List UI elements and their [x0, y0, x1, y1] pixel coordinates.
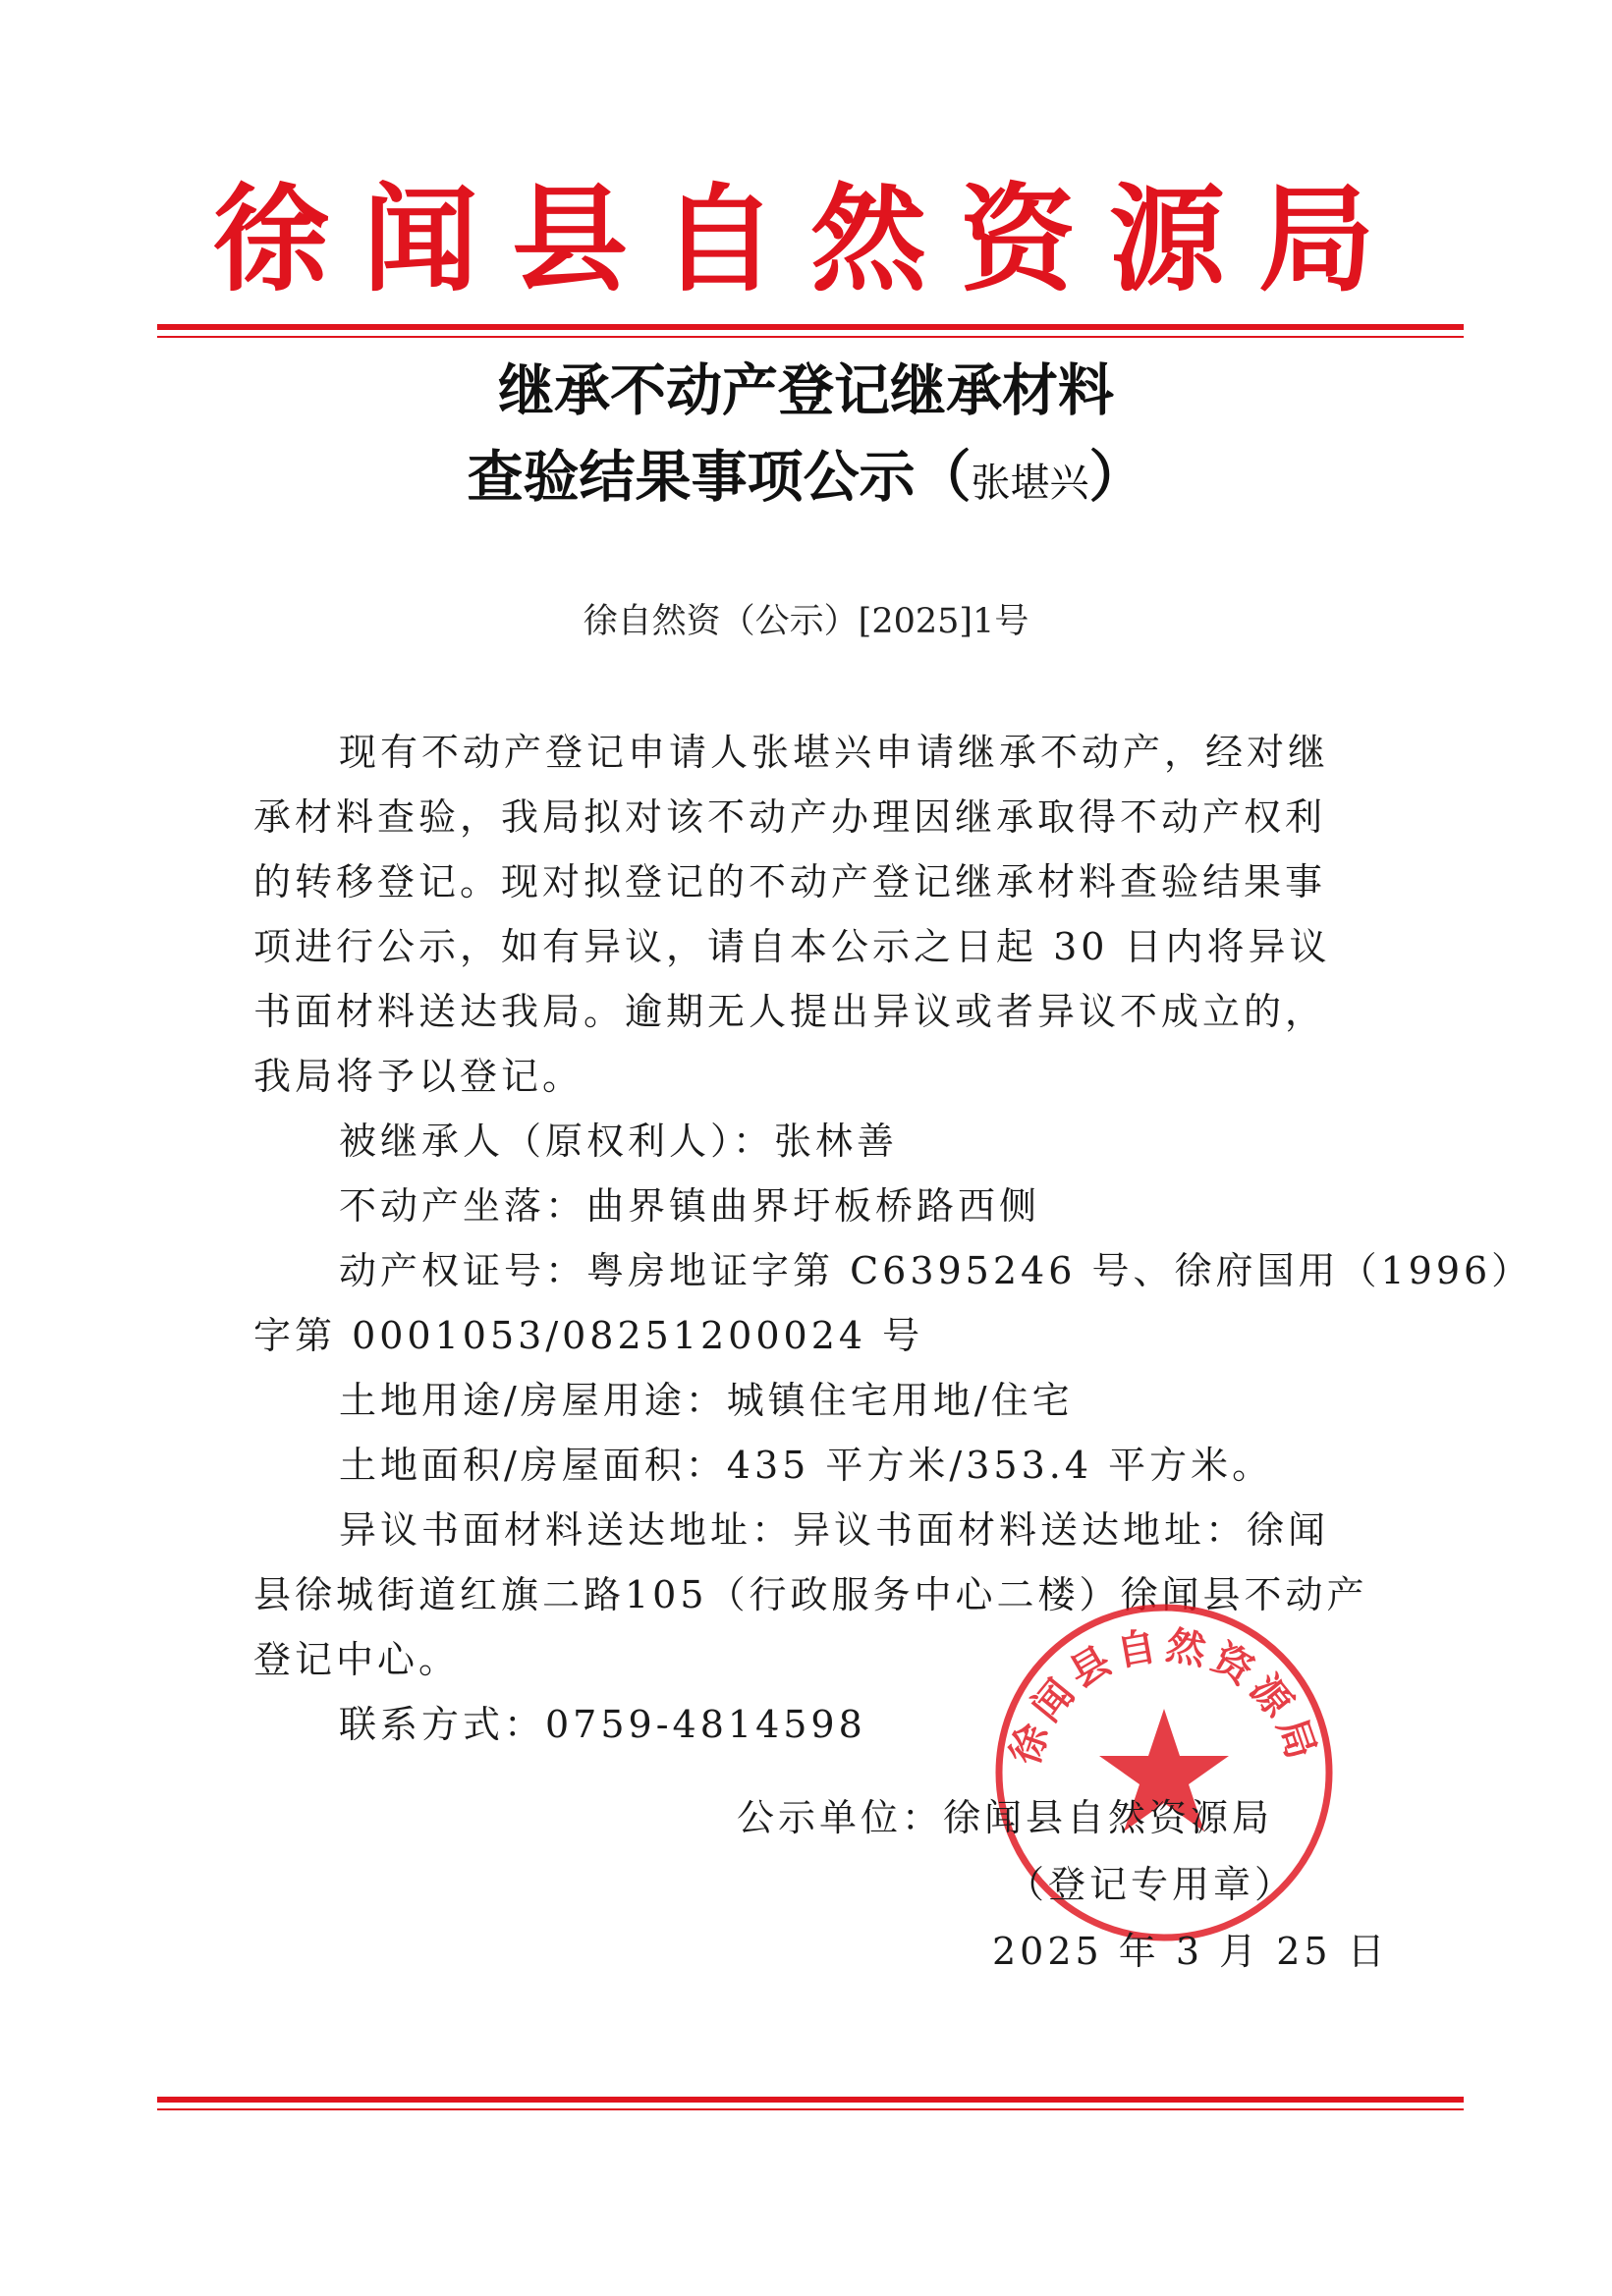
seal-text: 徐闻县自然资源局	[1001, 1621, 1327, 1771]
document-number: 徐自然资（公示）[2025]1号	[583, 602, 1029, 641]
letterhead-rule-thin	[157, 336, 1464, 338]
heir-from-line: 被继承人（原权利人）：张林善	[339, 1120, 899, 1163]
address-line-1: 异议书面材料送达地址：异议书面材料送达地址：徐闻	[339, 1508, 1330, 1552]
footer-rule-thick	[157, 2097, 1464, 2103]
paragraph-line: 书面材料送达我局。逾期无人提出异议或者异议不成立的，	[253, 990, 1327, 1033]
paragraph-line: 的转移登记。现对拟登记的不动产登记继承材料查验结果事	[253, 860, 1327, 903]
address-line-2: 县徐城街道红旗二路105（行政服务中心二楼）徐闻县不动产	[253, 1573, 1368, 1616]
address-line-3: 登记中心。	[253, 1638, 461, 1681]
area-line: 土地面积/房屋面积：435 平方米/353.4 平方米。	[339, 1444, 1274, 1487]
title-applicant-name: 张堪兴	[971, 461, 1089, 506]
paragraph-line: 现有不动产登记申请人张堪兴申请继承不动产，经对继	[339, 731, 1330, 774]
certificate-line-1: 动产权证号：粤房地证字第 C6395246 号、徐府国用（1996）	[339, 1249, 1533, 1292]
letterhead-rule-thick	[157, 324, 1464, 330]
notice-title-line2	[0, 445, 1612, 510]
title-main: 查验结果事项公示（	[467, 445, 972, 510]
signature-unit: 公示单位：徐闻县自然资源局	[737, 1796, 1274, 1839]
letterhead-title: 徐闻县自然资源局	[212, 171, 1408, 307]
paragraph-line: 项进行公示，如有异议，请自本公示之日起 30 日内将异议	[253, 925, 1331, 968]
usage-line: 土地用途/房屋用途：城镇住宅用地/住宅	[339, 1379, 1074, 1422]
signature-date: 2025 年 3 月 25 日	[992, 1930, 1389, 1973]
location-line: 不动产坐落：曲界镇曲界圩板桥路西侧	[339, 1184, 1041, 1228]
notice-title-line1: 继承不动产登记继承材料	[498, 358, 1114, 423]
paragraph-line: 我局将予以登记。	[253, 1055, 584, 1098]
certificate-line-2: 字第 0001053/08251200024 号	[253, 1314, 924, 1357]
contact-line: 联系方式：0759-4814598	[339, 1703, 866, 1746]
footer-rule-thin	[157, 2108, 1464, 2110]
paragraph-line: 承材料查验，我局拟对该不动产办理因继承取得不动产权利	[253, 795, 1327, 839]
title-close: ）	[1088, 445, 1145, 510]
signature-seal-note: （登记专用章）	[1007, 1863, 1297, 1906]
